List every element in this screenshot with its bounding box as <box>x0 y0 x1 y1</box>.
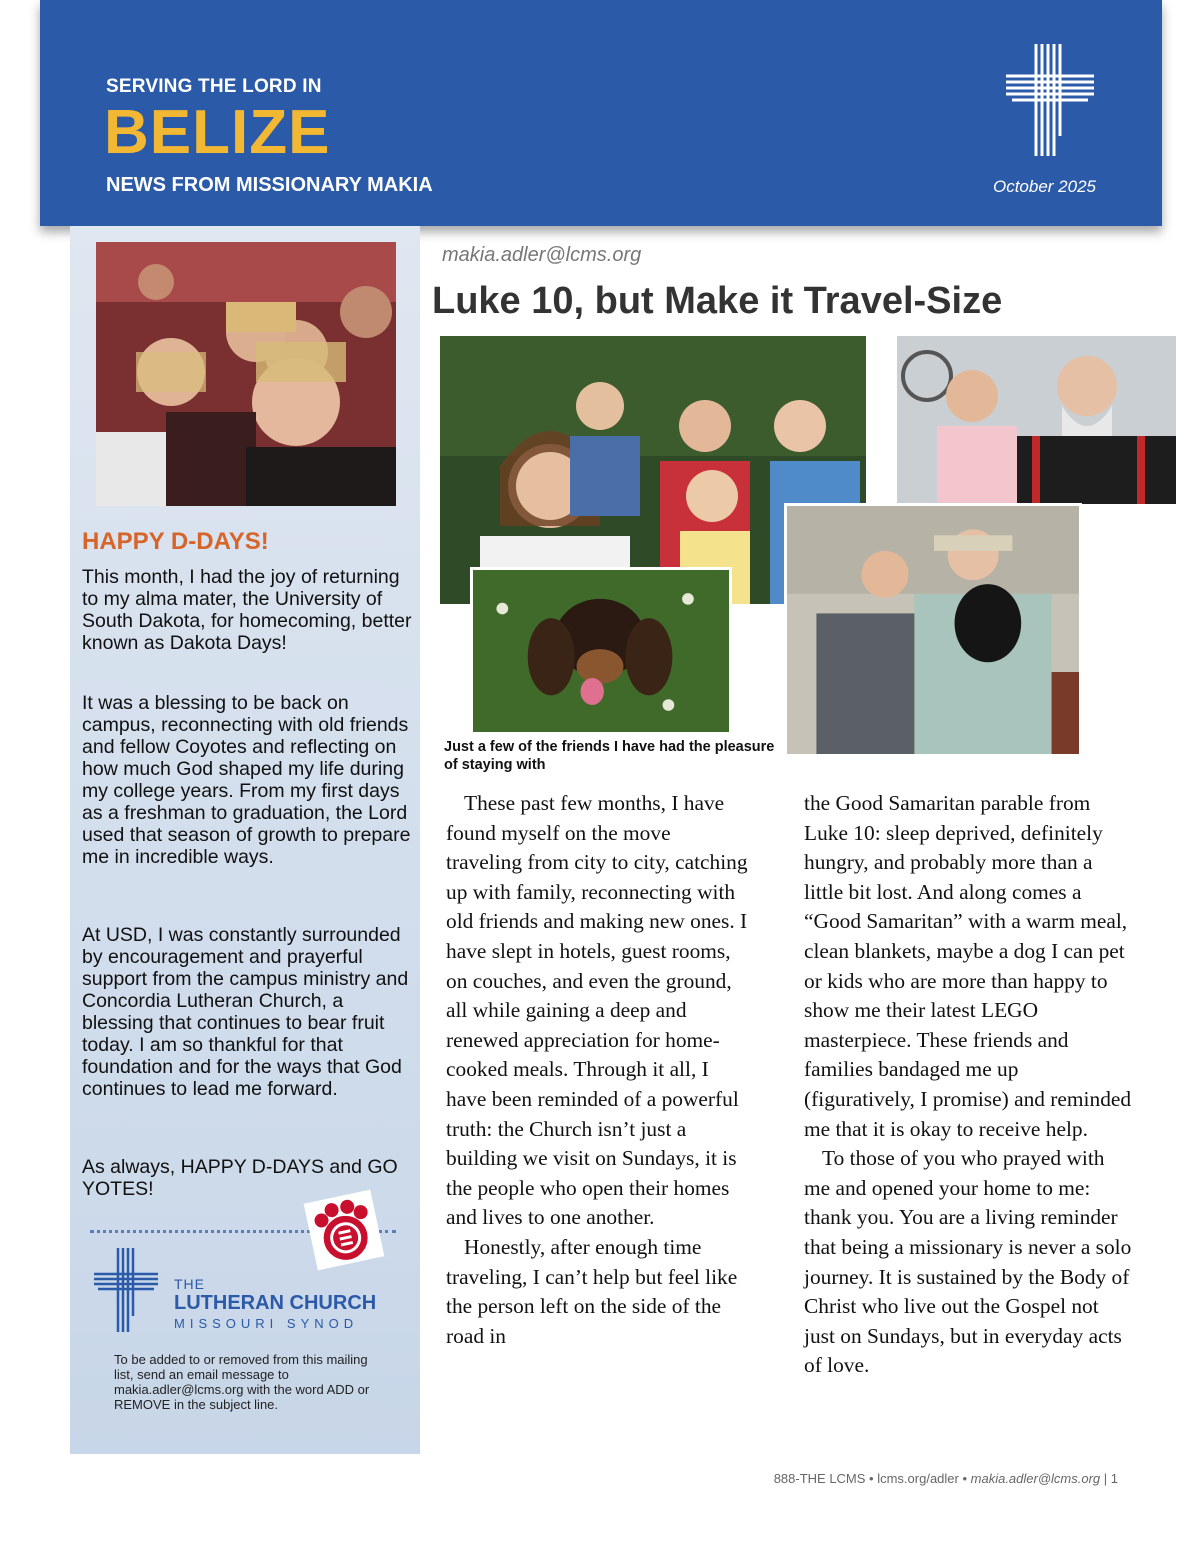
article-paragraph: To those of you who prayed with me and opened your home to me: thank you. You are a living reminder that being a missionary is never a solo journey. It is sustained by the Body of Christ who live out the Gospel not just on Sundays, but in everyday acts of love. <box>804 1146 1132 1378</box>
footer-contact: 888-THE LCMS • lcms.org/adler • <box>773 1471 968 1486</box>
issue-date: October 2025 <box>992 177 1096 196</box>
friend-with-pastor-photo <box>897 336 1176 504</box>
header-kicker: SERVING THE LORD IN <box>106 76 322 97</box>
lcms-logo-cross-icon <box>92 1244 162 1336</box>
sidebar <box>70 226 420 1454</box>
article-column-left <box>446 789 748 1351</box>
article-headline: Luke 10, but Make it Travel-Size <box>432 280 1003 322</box>
friend-with-dog-photo <box>784 503 1082 757</box>
article-column-right <box>804 789 1134 1381</box>
footer-email[interactable]: makia.adler@lcms.org <box>970 1471 1101 1486</box>
sidebar-paragraph-2: It was a blessing to be back on campus, reconnecting with old friends and fellow Coyotes and reflecting on how much God shaped my life during my college years. From my first days as a freshman to graduation, the Lord used that season of growth to prepare me in incredible ways. <box>82 692 411 868</box>
contact-email[interactable]: makia.adler@lcms.org <box>442 244 642 266</box>
lcms-logo <box>92 1244 382 1336</box>
dachshund-photo <box>470 567 732 735</box>
sidebar-heading: HAPPY D-DAYS! <box>82 528 269 555</box>
header-subline: NEWS FROM MISSIONARY MAKIA <box>106 174 433 196</box>
page-footer <box>774 1471 1118 1486</box>
sidebar-paragraph-4: As always, HAPPY D-DAYS and GO YOTES! <box>82 1156 398 1200</box>
lcms-logo-synod: MISSOURI SYNOD <box>174 1316 359 1331</box>
sidebar-paragraph-3: At USD, I was constantly surrounded by encouragement and prayerful support from the campus ministry and Concordia Lutheran Church, a blessing that continues to bear fruit today. I am so thankful for that foundation and for the ways that God continues to lead me forward. <box>82 924 409 1100</box>
article-paragraph: Honestly, after enough time traveling, I can’t help but feel like the person left on the side of the road in <box>446 1234 738 1348</box>
lcms-logo-name: LUTHERAN CHURCH <box>174 1292 377 1314</box>
mailing-list-note: To be added to or removed from this mailing list, send an email message to makia.adler@lcms.org with the word ADD or REMOVE in the subject line. <box>114 1352 370 1412</box>
article-paragraph: These past few months, I have found myself on the move traveling from city to city, catching up with family, reconnecting with old friends and making new ones. I have slept in hotels, guest rooms, on couches, and even the ground, all while gaining a deep and renewed appreciation for home-cooked meals. Through it all, I have been reminded of a powerful truth: the Church isn’t just a building we visit on Sundays, it is the people who open their homes and lives to one another. <box>446 791 748 1230</box>
page-number: | 1 <box>1103 1471 1118 1486</box>
lcms-cross-icon <box>1002 40 1098 160</box>
header-banner <box>40 0 1162 226</box>
photo-caption: Just a few of the friends I have had the pleasure of staying with <box>444 739 775 773</box>
sidebar-paragraph-1: This month, I had the joy of returning to my alma mater, the University of South Dakota, for homecoming, better known as Dakota Days! <box>82 566 412 654</box>
lcms-logo-the: THE <box>174 1276 205 1292</box>
article-paragraph: the Good Samaritan parable from Luke 10: sleep deprived, definitely hungry, and probably more than a little bit lost. And along comes a “Good Samaritan” with a warm meal, clean blankets, maybe a dog I can pet or kids who are more than happy to show me their latest LEGO masterpiece. These friends and families bandaged me up (figuratively, I promise) and reminded me that it is okay to receive help. <box>804 791 1132 1141</box>
homecoming-friends-photo <box>96 242 396 506</box>
header-country: BELIZE <box>104 98 331 167</box>
